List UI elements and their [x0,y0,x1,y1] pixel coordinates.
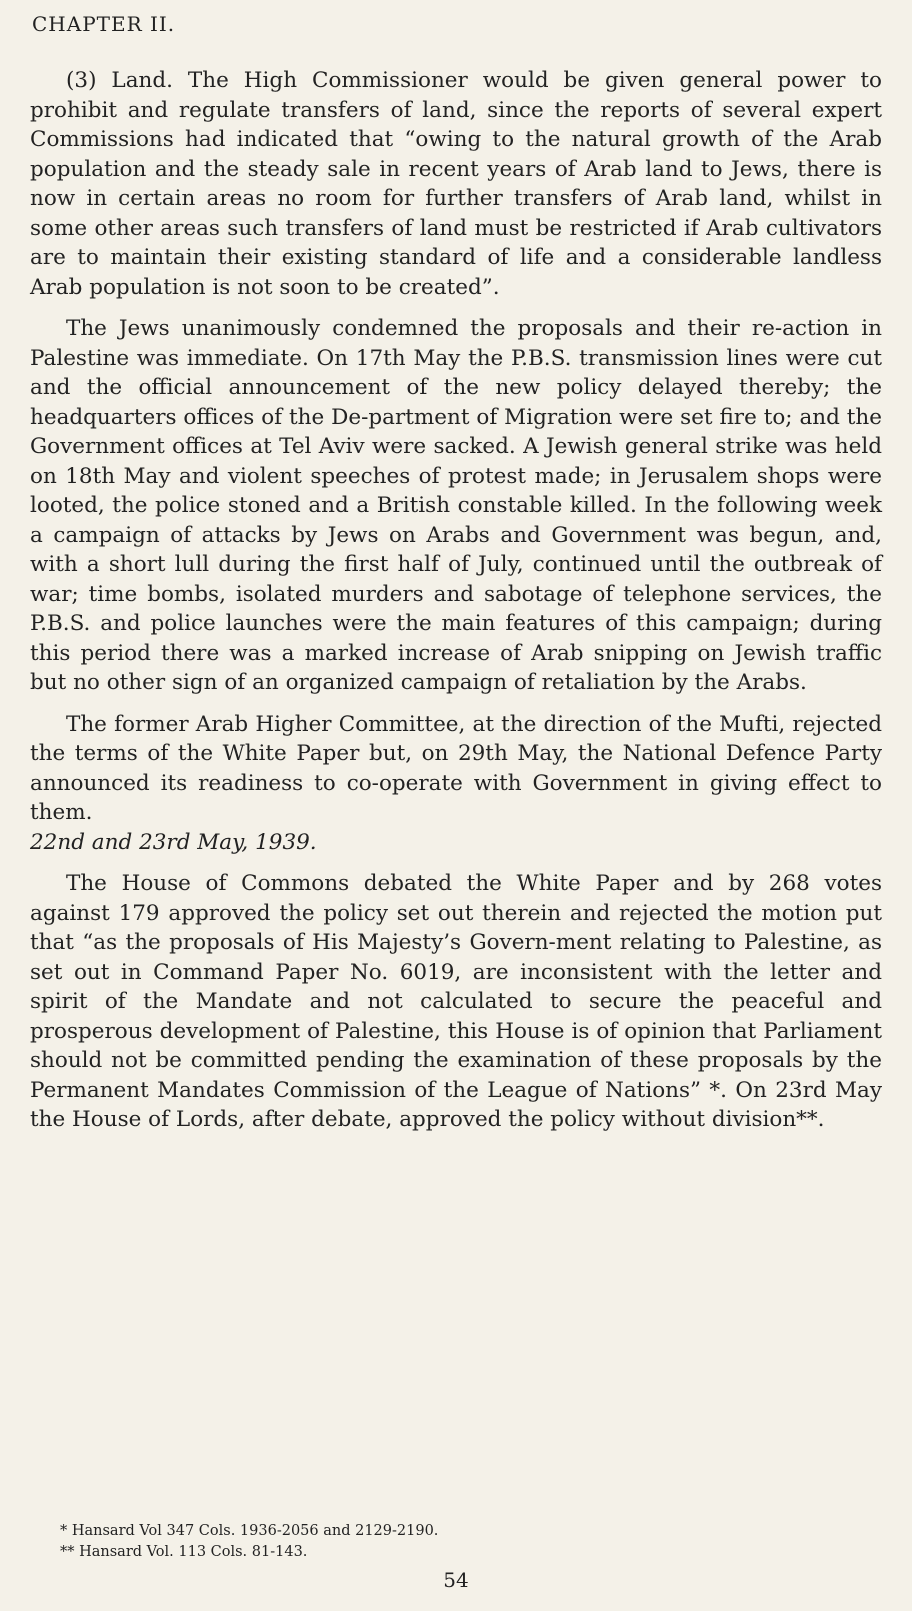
paragraph-land: (3) Land. The High Commissioner would be given general power to prohibit and regulate transfers of land, since the reports of several expert Commissions had indicated that “owing to the natural growth of the Arab population and the steady sale in recent years of Arab land to Jews, there is now in certain areas no room for further transfers of Arab land, whilst in some other areas such transfers of land must be restricted if Arab cultivators are to maintain their existing standard of life and a considerable landless Arab population is not soon to be created”. [30,68,882,300]
page-number: 54 [443,1568,469,1592]
chapter-heading: CHAPTER II. [32,12,176,36]
paragraph-arab-committee: The former Arab Higher Committee, at the direction of the Mufti, rejected the terms of the White Paper but, on 29th May, the National Defence Party announced its readiness to co-operate with Government in giving effect to them. [30,711,882,825]
paragraph-jewish-reaction: The Jews unanimously condemned the proposals and their re-action in Palestine was immediate. On 17th May the P.B.S. transmission lines were cut and the official announcement of the new policy delayed thereby; the headquarters offices of the De-partment of Migration were set fire to; and the Government offices at Tel Aviv were sacked. A Jewish general strike was held on 18th May and violent speeches of protest made; in Jerusalem shops were looted, the police stoned and a British constable killed. In the following week a campaign of attacks by Jews on Arabs and Government was begun, and, with a short lull during the first half of July, continued until the outbreak of war; time bombs, isolated murders and sabotage of telephone services, the P.B.S. and police launches were the main features of this campaign; during this period there was a marked increase of Arab snipping on Jewish traffic but no other sign of an organized campaign of retaliation by the Arabs. [30,316,882,695]
paragraph-house-of-commons: The House of Commons debated the White Paper and by 268 votes against 179 approved the policy set out therein and rejected the motion put that “as the proposals of His Majesty’s Govern-ment relating to Palestine, as set out in Command Paper No. 6019, are inconsistent with the letter and spirit of the Mandate and not calculated to secure the peaceful and prosperous development of Palestine, this House is of opinion that Parliament should not be committed pending the examination of these proposals by the Permanent Mandates Commission of the League of Nations” *. On 23rd May the House of Lords, after debate, approved the policy without division**. [30,871,882,1132]
footnote-1: * Hansard Vol 347 Cols. 1936-2056 and 2129-2190. [60,1523,439,1539]
footnotes [60,1521,438,1563]
body-text [30,66,882,1135]
footnote-2: ** Hansard Vol. 113 Cols. 81-143. [60,1544,308,1560]
date-heading: 22nd and 23rd May, 1939. [30,829,317,855]
